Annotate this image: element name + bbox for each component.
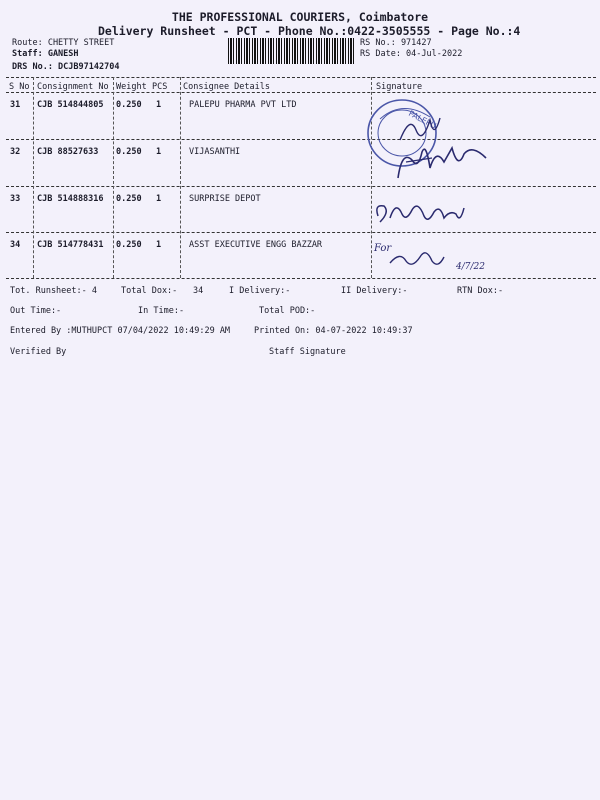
signature-row-4 (370, 237, 500, 277)
tot-runsheet: Tot. Runsheet:- 4 (10, 286, 97, 296)
row-consignment: CJB 88527633 (37, 147, 99, 157)
total-dox-label: Total Dox:- (121, 286, 178, 296)
ii-delivery: II Delivery:- (341, 286, 408, 296)
route-label: Route: CHETTY STREET (12, 38, 115, 48)
row-consignee: ASST EXECUTIVE ENGG BAZZAR (189, 240, 323, 250)
stamp-text: PALEPU (407, 108, 438, 131)
col-header-pcs: PCS (152, 82, 168, 92)
row-rule (6, 232, 596, 233)
runsheet-title: Delivery Runsheet - PCT - Phone No.:0422-3505555 - Page No.:4 (98, 24, 521, 38)
staff-signature-label: Staff Signature (269, 347, 346, 357)
row-pcs: 1 (156, 147, 162, 157)
row-consignment: CJB 514844805 (37, 100, 104, 110)
rs-number: RS No.: 971427 (360, 38, 432, 48)
handwritten-note: For (374, 243, 392, 254)
verified-by: Verified By (10, 347, 67, 357)
col-header-consignee: Consignee Details (183, 82, 270, 92)
in-time: In Time:- (138, 306, 185, 316)
row-consignee: SURPRISE DEPOT (189, 194, 261, 204)
col-header-consignment: Consignment No (37, 82, 109, 92)
column-divider (113, 77, 114, 278)
printed-on: Printed On: 04-07-2022 10:49:37 (254, 326, 413, 336)
row-consignment: CJB 514888316 (37, 194, 104, 204)
signature-row-3 (372, 196, 472, 231)
rtn-dox: RTN Dox:- (457, 286, 504, 296)
column-divider (33, 77, 34, 278)
col-header-signature: Signature (376, 82, 423, 92)
barcode (228, 38, 354, 64)
table-bottom-rule (6, 278, 596, 279)
signature-row-2 (392, 140, 492, 185)
col-header-sno: S No (9, 82, 30, 92)
col-header-weight: Weight (116, 82, 147, 92)
row-weight: 0.250 (116, 147, 142, 157)
entered-by: Entered By :MUTHUPCT 07/04/2022 10:49:29 AM (10, 326, 231, 336)
total-pod: Total POD:- (259, 306, 316, 316)
i-delivery: I Delivery:- (229, 286, 291, 296)
staff-label: Staff: GANESH (12, 49, 79, 59)
row-rule (6, 139, 596, 140)
company-title: THE PROFESSIONAL COURIERS, Coimbatore (171, 10, 429, 24)
row-pcs: 1 (156, 194, 162, 204)
row-sno: 34 (10, 240, 21, 250)
row-consignee: PALEPU PHARMA PVT LTD (189, 100, 297, 110)
row-consignee: VIJASANTHI (189, 147, 241, 157)
row-weight: 0.250 (116, 194, 142, 204)
out-time: Out Time:- (10, 306, 62, 316)
rs-date: RS Date: 04-Jul-2022 (360, 49, 463, 59)
handwritten-date: 4/7/22 (456, 262, 485, 272)
row-sno: 32 (10, 147, 21, 157)
header-rule (6, 92, 596, 93)
column-divider (180, 77, 181, 278)
row-sno: 31 (10, 100, 21, 110)
row-weight: 0.250 (116, 100, 142, 110)
row-rule (6, 186, 596, 187)
row-consignment: CJB 514778431 (37, 240, 104, 250)
row-pcs: 1 (156, 100, 162, 110)
total-dox-value: 34 (193, 286, 204, 296)
row-weight: 0.250 (116, 240, 142, 250)
drs-number: DRS No.: DCJB97142704 (12, 62, 120, 72)
row-sno: 33 (10, 194, 21, 204)
row-pcs: 1 (156, 240, 162, 250)
table-top-rule (6, 77, 596, 78)
